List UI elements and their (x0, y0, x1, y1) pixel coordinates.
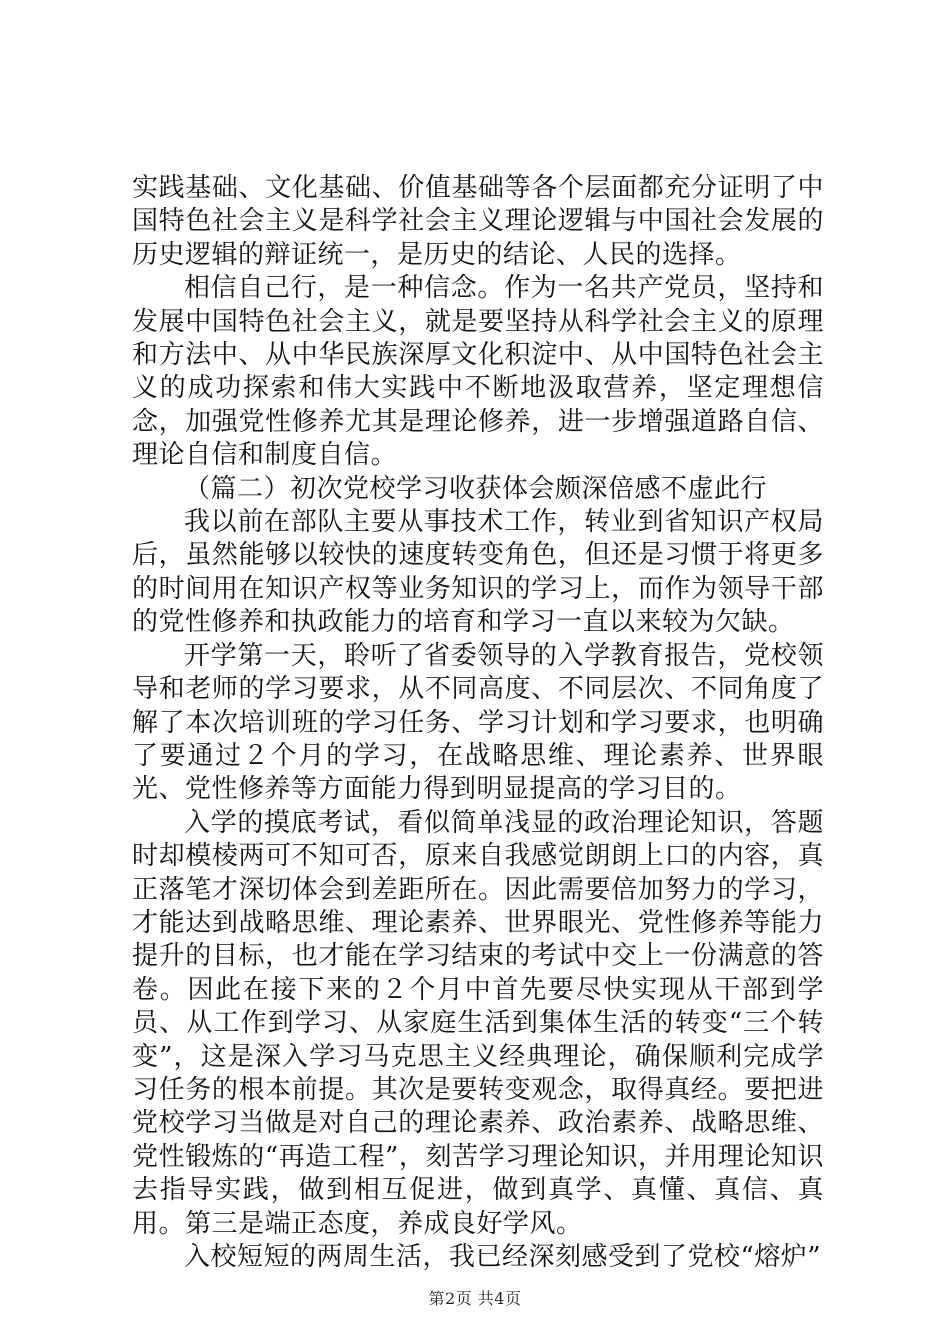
paragraph-5: 入学的摸底考试，看似简单浅显的政治理论知识，答题时却模棱两可不知可否，原来自我感觉朗朗上口的内容，真正落笔才深切体会到差距所在。因此需要倍加努力的学习，才能达到战略思维、理论素养、世界眼光、党性修养等能力提升的目标，也才能在学习结束的考试中交上一份满意的答卷。因此在接下来的２个月中首先要尽快实现从干部到学员、从工作到学习、从家庭生活到集体生活的转变“三个转变”，这是深入学习马克思主义经典理论，确保顺利完成学习任务的根本前提。其次是要转变观念，取得真经。要把进党校学习当做是对自己的理论素养、政治素养、战略思维、党性锻炼的“再造工程”，刻苦学习理论知识，并用理论知识去指导实践，做到相互促进，做到真学、真懂、真信、真用。第三是端正态度，养成良好学风。 (132, 807, 824, 1239)
section-heading: （篇二）初次党校学习收获体会颇深倍感不虚此行 (184, 473, 768, 504)
paragraph-1: 实践基础、文化基础、价值基础等各个层面都充分证明了中国特色社会主义是科学社会主义理论逻辑与中国社会发展的历史逻辑的辩证统一，是历史的结论、人民的选择。 (132, 173, 824, 270)
paragraph-6: 入校短短的两周生活，我已经深刻感受到了党校“熔炉” (184, 1242, 822, 1272)
document-body (132, 172, 824, 1274)
paragraph-4: 开学第一天，聆听了省委领导的入学教育报告，党校领导和老师的学习要求，从不同高度、不同层次、不同角度了解了本次培训班的学习任务、学习计划和学习要求，也明确了要通过２个月的学习，在战略思维、理论素养、世界眼光、党性修养等方面能力得到明显提高的学习目的。 (132, 640, 824, 805)
page-footer: 第2页 共4页 (428, 1289, 522, 1308)
paragraph-2: 相信自己行，是一种信念。作为一名共产党员，坚持和发展中国特色社会主义，就是要坚持从科学社会主义的原理和方法中、从中华民族深厚文化积淀中、从中国特色社会主义的成功探索和伟大实践中不断地汲取营养，坚定理想信念，加强党性修养尤其是理论修养，进一步增强道路自信、理论自信和制度自信。 (132, 273, 824, 471)
paragraph-3: 我以前在部队主要从事技术工作，转业到省知识产权局后，虽然能够以较快的速度转变角色，但还是习惯于将更多的时间用在知识产权等业务知识的学习上，而作为领导干部的党性修养和执政能力的培育和学习一直以来较为欠缺。 (132, 507, 824, 638)
